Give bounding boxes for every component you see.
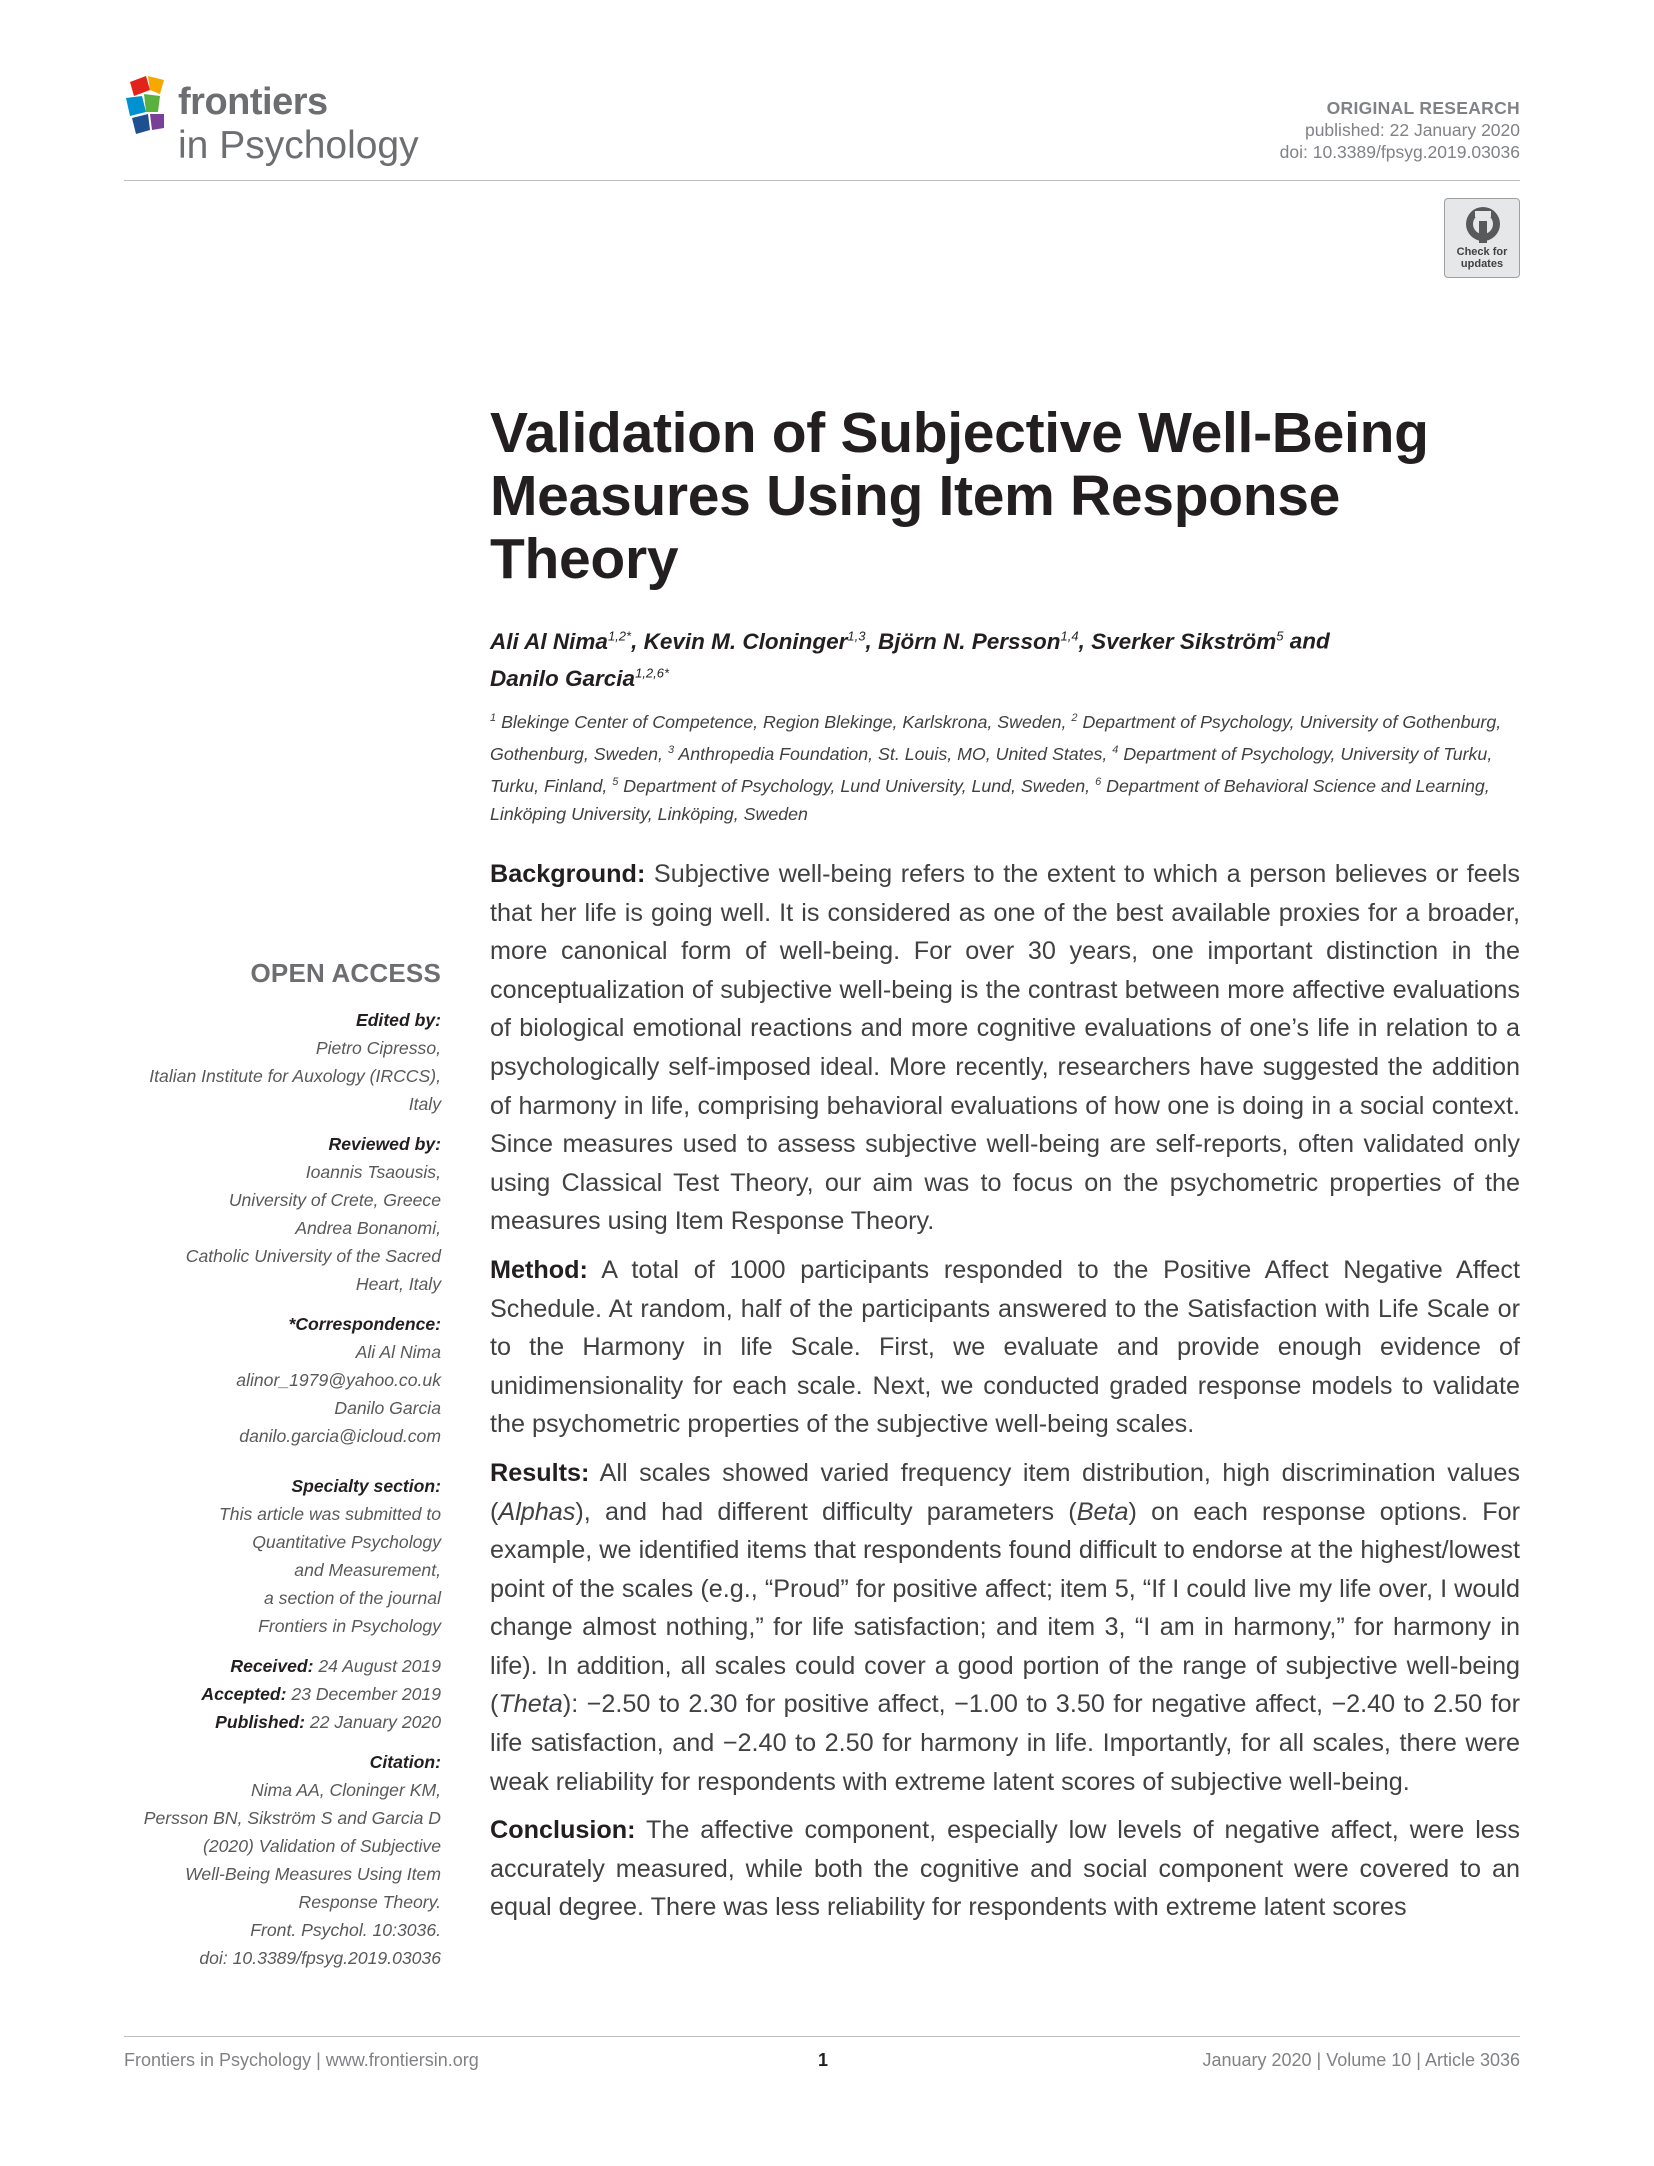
citation-line: (2020) Validation of Subjective [203, 1836, 441, 1856]
specialty-heading: Specialty section: [291, 1476, 441, 1496]
accepted-date: Accepted: 23 December 2019 [201, 1684, 441, 1704]
specialty-line: This article was submitted to [219, 1504, 441, 1524]
check-for-updates-button[interactable] [1444, 198, 1520, 278]
reviewed-by-heading: Reviewed by: [328, 1134, 441, 1154]
article-title: Validation of Subjective Well-Being Measures Using Item Response Theory [490, 401, 1429, 591]
published-date: published: 22 January 2020 [1304, 120, 1520, 140]
article-doi[interactable]: doi: 10.3389/fpsyg.2019.03036 [1279, 142, 1520, 162]
header-divider [124, 180, 1520, 181]
citation-line: Well-Being Measures Using Item [185, 1864, 441, 1884]
citation-line: Nima AA, Cloninger KM, [250, 1780, 441, 1800]
correspondent-email[interactable]: danilo.garcia@icloud.com [239, 1426, 441, 1446]
editor-line: Italian Institute for Auxology (IRCCS), [149, 1066, 441, 1086]
published-date-sidebar: Published: 22 January 2020 [215, 1712, 441, 1732]
author[interactable]: Björn N. Persson$^{1,4}$ [877, 628, 1079, 654]
correspondence-heading: *Correspondence: [288, 1314, 441, 1334]
page-number: 1 [818, 2050, 829, 2070]
open-access-label: OPEN ACCESS [250, 958, 441, 988]
citation-heading: Citation: [369, 1752, 441, 1772]
reviewer-line: Andrea Bonanomi, [295, 1218, 441, 1238]
correspondent-name: Danilo Garcia [334, 1398, 441, 1418]
citation-doi[interactable]: doi: 10.3389/fpsyg.2019.03036 [199, 1948, 441, 1968]
author[interactable]: Kevin M. Cloninger$^{1,3}$ [643, 628, 866, 654]
article-meta [1280, 97, 1520, 163]
article-sidebar [111, 956, 441, 1972]
abstract-method: Method: A total of 1000 participants responded to the Positive Affect Negative Affect Schedule. At random, half of the participants answered to the Satisfaction with Life Scale or to the Harmony in life Scale. First, we evaluate and provide enough evidence of unidimensionality for each scale. Next, we conducted graded response models to validate the psychometric properties of the subjective well-being scales. [490, 1255, 1520, 1439]
brand-name: frontiers [178, 81, 328, 123]
frontiers-logo-icon [124, 74, 182, 142]
abstract-background: Background: Subjective well-being refers to the extent to which a person believes or feels that her life is going well. It is considered as one of the best available proxies for a broader, more canonical form of well-being. For over 30 years, one important distinction in the conceptualization of subjective well-being is the contrast between more affective evaluations of biological emotional reactions and more cognitive evaluations of one’s life in relation to a psychologically self-imposed ideal. More recently, researchers have suggested the addition of harmony in life, comprising behavioral evaluations of how one is doing in a social context. Since measures used to assess subjective well-being are self-reports, often validated only using Classical Test Theory, our aim was to focus on the psychometric properties of the measures using Item Response Theory. [490, 860, 1520, 1236]
citation-line: Response Theory. [298, 1892, 441, 1912]
check-updates-label: Check for updates [1456, 246, 1508, 270]
abstract-conclusion: Conclusion: The affective component, especially low levels of negative affect, were less accurately measured, while both the cognitive and social component were covered to an equal degree. There was less reliability for respondents with extreme latent scores [490, 1816, 1520, 1922]
reviewer-line: Heart, Italy [355, 1274, 441, 1294]
author-list: Ali Al Nima$^{1,2*}$, Kevin M. Cloninger$^{1,3}$, Björn N. Persson$^{1,4}$, Sverker Sikström$^5$ and Danilo Garcia$^{1,2,6*}$ [490, 628, 1330, 691]
reviewer-line: University of Crete, Greece [228, 1190, 441, 1210]
edited-by-heading: Edited by: [355, 1010, 441, 1030]
specialty-line: Frontiers in Psychology [258, 1616, 441, 1636]
journal-logo [124, 70, 444, 180]
crossmark-icon [1464, 205, 1502, 243]
correspondent-name: Ali Al Nima [355, 1342, 441, 1362]
editor-line: Italy [408, 1094, 441, 1114]
specialty-line: Quantitative Psychology [252, 1532, 441, 1552]
received-date: Received: 24 August 2019 [230, 1656, 441, 1676]
specialty-line: and Measurement, [294, 1560, 441, 1580]
author[interactable]: Danilo Garcia$^{1,2,6*}$ [490, 665, 670, 691]
reviewer-line: Catholic University of the Sacred [185, 1246, 441, 1266]
author[interactable]: Ali Al Nima$^{1,2*}$ [490, 628, 632, 654]
editor-line: Pietro Cipresso, [315, 1038, 441, 1058]
footer-journal-link[interactable]: Frontiers in Psychology | www.frontiersin.org [124, 2050, 479, 2070]
abstract [490, 855, 1520, 1937]
article-type: ORIGINAL RESEARCH [1326, 98, 1520, 118]
author[interactable]: Sverker Sikström$^5$ [1091, 628, 1284, 654]
reviewer-line: Ioannis Tsaousis, [305, 1162, 441, 1182]
correspondent-email[interactable]: alinor_1979@yahoo.co.uk [236, 1370, 441, 1390]
affiliations: $^1$ Blekinge Center of Competence, Region Blekinge, Karlskrona, Sweden, $^2$ Department of Psychology, University of Gothenburg, Gothenburg, Sweden, $^3$ Anthropedia Foundation, St. Louis, MO, United States, $^4$ Department of Psychology, University of Turku, Turku, Finland, $^5$ Department of Psychology, Lund University, Lund, Sweden, $^6$ Department of Behavioral Science and Learning, Linköping University, Linköping, Sweden [490, 711, 1502, 824]
citation-line: Persson BN, Sikström S and Garcia D [143, 1808, 441, 1828]
brand-journal: in Psychology [178, 124, 419, 167]
abstract-results: Results: All scales showed varied frequency item distribution, high discrimination values (Alphas), and had different difficulty parameters (Beta) on each response options. For example, we identified items that respondents found difficult to endorse at the highest/lowest point of the scales (e.g., “Proud” for positive affect; item 5, “If I could live my life over, I would change almost nothing,” for life satisfaction; and item 3, “I am in harmony,” for harmony in life). In addition, all scales could cover a good portion of the range of subjective well-being (Theta): −2.50 to 2.30 for positive affect, −1.00 to 3.50 for negative affect, −2.40 to 2.50 for life satisfaction, and −2.40 to 2.50 for harmony in life. Importantly, for all scales, there were weak reliability for respondents with extreme latent scores of subjective well-being. [490, 1458, 1520, 1796]
citation-line: Front. Psychol. 10:3036. [250, 1920, 441, 1940]
specialty-line: a section of the journal [263, 1588, 441, 1608]
footer-divider [124, 2036, 1520, 2037]
footer-issue-info: January 2020 | Volume 10 | Article 3036 [1202, 2050, 1520, 2070]
